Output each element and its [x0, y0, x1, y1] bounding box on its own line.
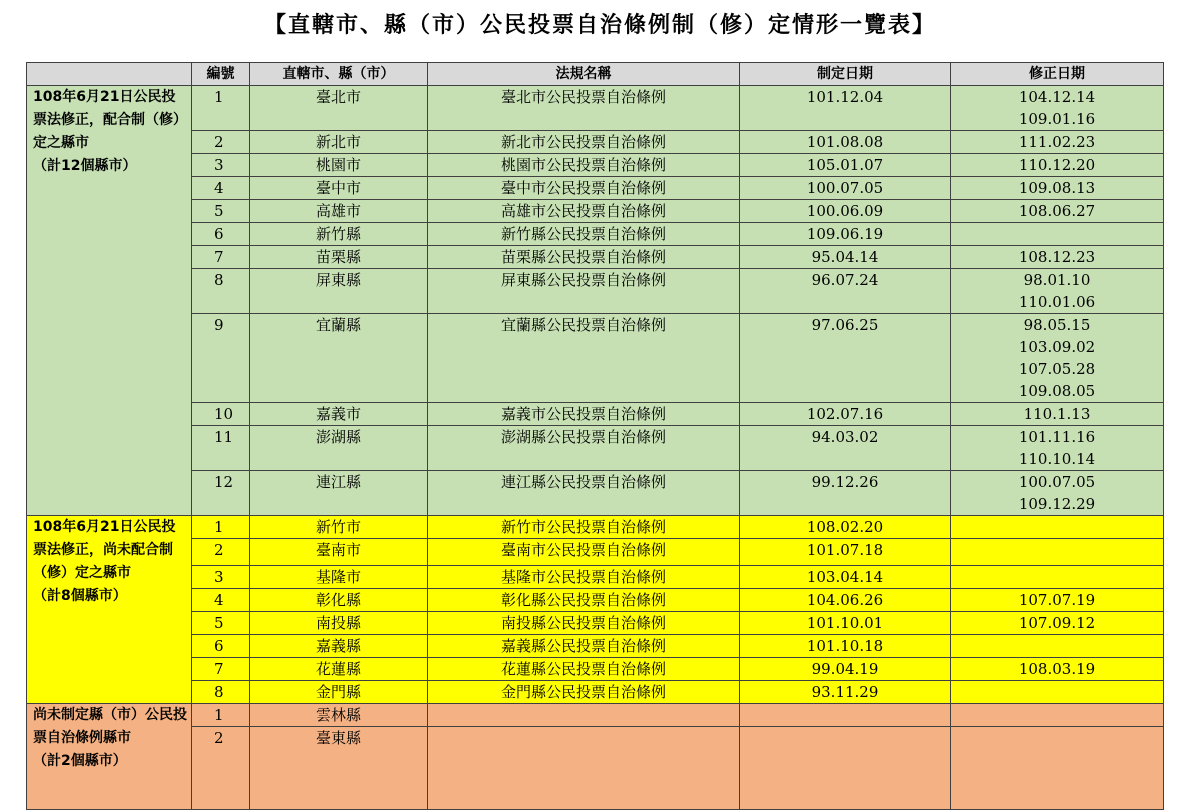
- amended-dates: [951, 727, 1164, 810]
- law-name: 金門縣公民投票自治條例: [428, 681, 740, 704]
- amended-dates: [951, 516, 1164, 539]
- table-row: [27, 177, 1164, 200]
- enacted-date: 100.07.05: [740, 177, 951, 200]
- table-row: [27, 658, 1164, 681]
- city-name: 基隆市: [250, 566, 428, 589]
- enacted-date: 101.07.18: [740, 539, 951, 566]
- city-name: 臺北市: [250, 86, 428, 131]
- table-row: [27, 612, 1164, 635]
- row-number: 6: [192, 223, 250, 246]
- amended-dates: [951, 200, 1164, 223]
- table-row: [27, 566, 1164, 589]
- amended-date: 108.12.23: [1018, 248, 1096, 266]
- amended-dates: [951, 566, 1164, 589]
- header-enacted-date: 制定日期: [740, 63, 951, 86]
- amended-date: 109.08.05: [1018, 382, 1096, 400]
- amended-dates: [951, 635, 1164, 658]
- amended-dates: [951, 246, 1164, 269]
- group-label: 108年6月21日公民投票法修正，尚未配合制（修）定之縣市 （計8個縣市）: [27, 516, 192, 704]
- table-row: [27, 223, 1164, 246]
- table-row: [27, 426, 1164, 471]
- enacted-date: [740, 727, 951, 810]
- table-row: [27, 635, 1164, 658]
- amended-date: 110.1.13: [1023, 405, 1091, 423]
- amended-dates: [951, 131, 1164, 154]
- enacted-date: 95.04.14: [740, 246, 951, 269]
- amended-date: 103.09.02: [1018, 338, 1096, 356]
- enacted-date: 103.04.14: [740, 566, 951, 589]
- row-number: 8: [192, 681, 250, 704]
- amended-dates: [951, 539, 1164, 566]
- city-name: 臺中市: [250, 177, 428, 200]
- amended-dates: [951, 86, 1164, 131]
- amended-dates: [951, 223, 1164, 246]
- city-name: 新竹市: [250, 516, 428, 539]
- row-number: 5: [192, 612, 250, 635]
- amended-date: 109.08.13: [1018, 179, 1096, 197]
- city-name: 雲林縣: [250, 704, 428, 727]
- table-row: [27, 589, 1164, 612]
- law-name: 基隆市公民投票自治條例: [428, 566, 740, 589]
- header-law-name: 法規名稱: [428, 63, 740, 86]
- law-name: [428, 727, 740, 810]
- enacted-date: 104.06.26: [740, 589, 951, 612]
- table-row: [27, 200, 1164, 223]
- amended-dates: [951, 681, 1164, 704]
- city-name: 新竹縣: [250, 223, 428, 246]
- city-name: 高雄市: [250, 200, 428, 223]
- law-name: 臺北市公民投票自治條例: [428, 86, 740, 131]
- amended-date: 100.07.05: [1018, 473, 1096, 491]
- row-number: 7: [192, 658, 250, 681]
- city-name: 新北市: [250, 131, 428, 154]
- amended-dates: [951, 314, 1164, 403]
- table-body: [27, 86, 1164, 810]
- ordinance-table: [26, 62, 1164, 810]
- table-row: [27, 269, 1164, 314]
- enacted-date: [740, 704, 951, 727]
- row-number: 8: [192, 269, 250, 314]
- city-name: 金門縣: [250, 681, 428, 704]
- amended-date: 107.09.12: [1018, 614, 1096, 632]
- header-row: [27, 63, 1164, 86]
- law-name: 新竹縣公民投票自治條例: [428, 223, 740, 246]
- amended-date: 110.12.20: [1018, 156, 1096, 174]
- law-name: 花蓮縣公民投票自治條例: [428, 658, 740, 681]
- row-number: 4: [192, 177, 250, 200]
- law-name: 屏東縣公民投票自治條例: [428, 269, 740, 314]
- enacted-date: 94.03.02: [740, 426, 951, 471]
- enacted-date: 99.04.19: [740, 658, 951, 681]
- table-row: [27, 246, 1164, 269]
- table-row: [27, 681, 1164, 704]
- city-name: 屏東縣: [250, 269, 428, 314]
- row-number: 2: [192, 539, 250, 566]
- row-number: 11: [192, 426, 250, 471]
- law-name: 宜蘭縣公民投票自治條例: [428, 314, 740, 403]
- amended-dates: [951, 589, 1164, 612]
- city-name: 苗栗縣: [250, 246, 428, 269]
- enacted-date: 101.10.18: [740, 635, 951, 658]
- group-label: 尚未制定縣（市）公民投票自治條例縣市 （計2個縣市）: [27, 704, 192, 810]
- amended-dates: [951, 704, 1164, 727]
- amended-date: 110.10.14: [1018, 450, 1096, 468]
- amended-date: 110.01.06: [1018, 293, 1096, 311]
- row-number: 4: [192, 589, 250, 612]
- city-name: 彰化縣: [250, 589, 428, 612]
- amended-dates: [951, 658, 1164, 681]
- amended-date: 107.05.28: [1018, 360, 1096, 378]
- city-name: 桃園市: [250, 154, 428, 177]
- table-row: [27, 314, 1164, 403]
- law-name: 桃園市公民投票自治條例: [428, 154, 740, 177]
- row-number: 10: [192, 403, 250, 426]
- city-name: 嘉義縣: [250, 635, 428, 658]
- header-city: 直轄市、縣（市）: [250, 63, 428, 86]
- enacted-date: 96.07.24: [740, 269, 951, 314]
- table-row: [27, 727, 1164, 810]
- amended-date: 111.02.23: [1018, 133, 1096, 151]
- city-name: 臺南市: [250, 539, 428, 566]
- law-name: 臺南市公民投票自治條例: [428, 539, 740, 566]
- law-name: 高雄市公民投票自治條例: [428, 200, 740, 223]
- amended-dates: [951, 269, 1164, 314]
- law-name: 連江縣公民投票自治條例: [428, 471, 740, 516]
- table-row: [27, 403, 1164, 426]
- law-name: 臺中市公民投票自治條例: [428, 177, 740, 200]
- amended-date: 107.07.19: [1018, 591, 1096, 609]
- law-name: 南投縣公民投票自治條例: [428, 612, 740, 635]
- amended-dates: [951, 426, 1164, 471]
- amended-dates: [951, 471, 1164, 516]
- row-number: 5: [192, 200, 250, 223]
- amended-date: 98.05.15: [1023, 316, 1091, 334]
- row-number: 9: [192, 314, 250, 403]
- city-name: 宜蘭縣: [250, 314, 428, 403]
- row-number: 6: [192, 635, 250, 658]
- group-label: 108年6月21日公民投票法修正，配合制（修）定之縣市 （計12個縣市）: [27, 86, 192, 516]
- law-name: 苗栗縣公民投票自治條例: [428, 246, 740, 269]
- law-name: 彰化縣公民投票自治條例: [428, 589, 740, 612]
- amended-dates: [951, 154, 1164, 177]
- amended-date: 101.11.16: [1018, 428, 1096, 446]
- amended-date: 109.01.16: [1018, 110, 1096, 128]
- enacted-date: 105.01.07: [740, 154, 951, 177]
- law-name: 澎湖縣公民投票自治條例: [428, 426, 740, 471]
- table-row: [27, 86, 1164, 131]
- city-name: 澎湖縣: [250, 426, 428, 471]
- enacted-date: 93.11.29: [740, 681, 951, 704]
- row-number: 1: [192, 704, 250, 727]
- table-row: [27, 154, 1164, 177]
- enacted-date: 108.02.20: [740, 516, 951, 539]
- amended-date: 98.01.10: [1023, 271, 1091, 289]
- law-name: 新北市公民投票自治條例: [428, 131, 740, 154]
- row-number: 12: [192, 471, 250, 516]
- amended-date: 104.12.14: [1018, 88, 1096, 106]
- amended-dates: [951, 612, 1164, 635]
- city-name: 花蓮縣: [250, 658, 428, 681]
- amended-date: 108.03.19: [1018, 660, 1096, 678]
- city-name: 臺東縣: [250, 727, 428, 810]
- page-title: 【直轄市、縣（市）公民投票自治條例制（修）定情形一覽表】: [263, 13, 936, 38]
- row-number: 2: [192, 131, 250, 154]
- city-name: 連江縣: [250, 471, 428, 516]
- law-name: [428, 704, 740, 727]
- enacted-date: 97.06.25: [740, 314, 951, 403]
- enacted-date: 101.12.04: [740, 86, 951, 131]
- enacted-date: 101.08.08: [740, 131, 951, 154]
- law-name: 嘉義市公民投票自治條例: [428, 403, 740, 426]
- header-amended-date: 修正日期: [951, 63, 1164, 86]
- table-row: [27, 516, 1164, 539]
- table-row: [27, 131, 1164, 154]
- city-name: 嘉義市: [250, 403, 428, 426]
- row-number: 3: [192, 566, 250, 589]
- table-row: [27, 704, 1164, 727]
- row-number: 1: [192, 516, 250, 539]
- enacted-date: 100.06.09: [740, 200, 951, 223]
- header-group: [27, 63, 192, 86]
- row-number: 3: [192, 154, 250, 177]
- row-number: 7: [192, 246, 250, 269]
- table-row: [27, 471, 1164, 516]
- enacted-date: 101.10.01: [740, 612, 951, 635]
- enacted-date: 109.06.19: [740, 223, 951, 246]
- row-number: 2: [192, 727, 250, 810]
- amended-date: 108.06.27: [1018, 202, 1096, 220]
- law-name: 新竹市公民投票自治條例: [428, 516, 740, 539]
- table-row: [27, 539, 1164, 566]
- row-number: 1: [192, 86, 250, 131]
- amended-dates: [951, 403, 1164, 426]
- enacted-date: 102.07.16: [740, 403, 951, 426]
- city-name: 南投縣: [250, 612, 428, 635]
- law-name: 嘉義縣公民投票自治條例: [428, 635, 740, 658]
- amended-dates: [951, 177, 1164, 200]
- header-number: 編號: [192, 63, 250, 86]
- enacted-date: 99.12.26: [740, 471, 951, 516]
- amended-date: 109.12.29: [1018, 495, 1096, 513]
